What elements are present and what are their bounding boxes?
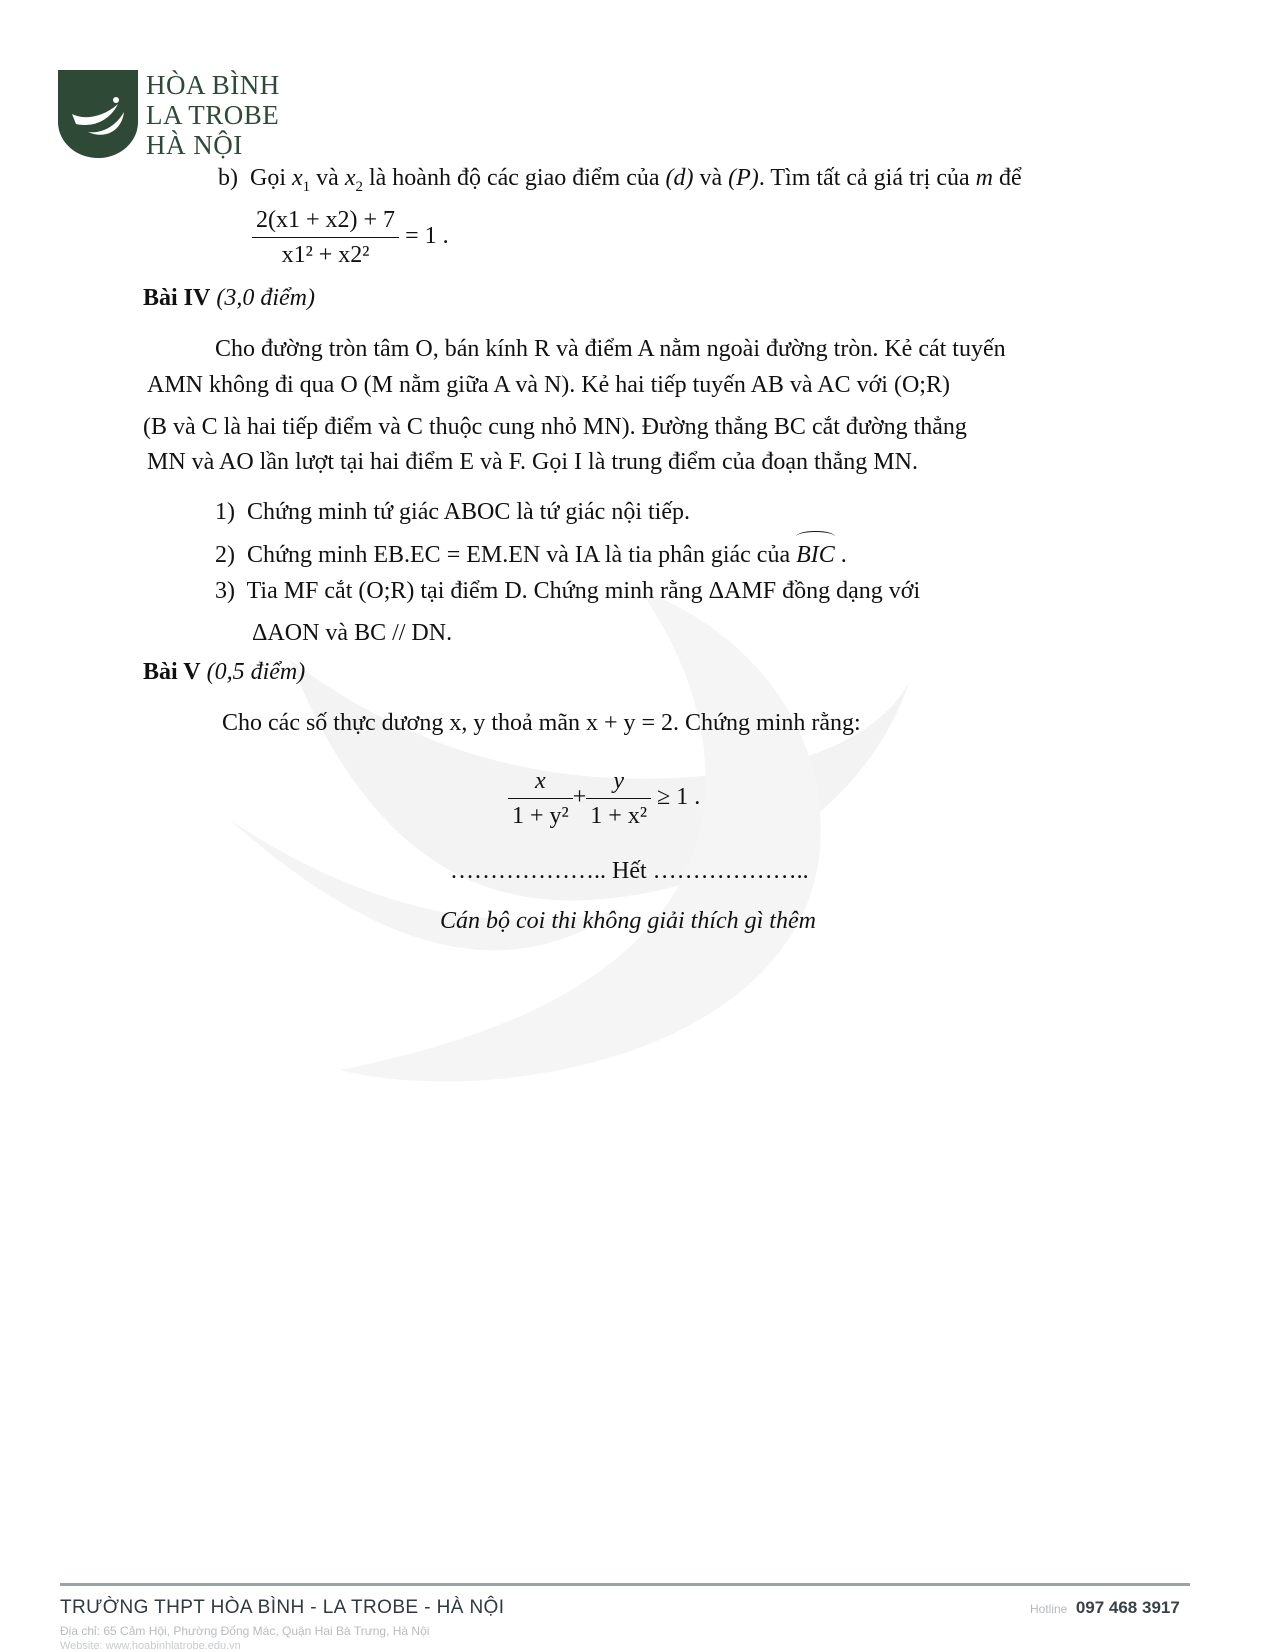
bai5-intro: Cho các số thực dương x, y thoả mãn x + y = 2. Chứng minh rằng:: [222, 710, 861, 736]
fraction-denominator: 1 + x²: [590, 803, 648, 829]
question-3: [215, 573, 920, 609]
question-text: Chứng minh EB.EC = EM.EN và IA là tia phân giác của: [247, 542, 791, 568]
fraction-numerator: y: [586, 764, 651, 799]
fraction-denominator: x1² + x2²: [281, 242, 370, 268]
item-label: 2): [215, 542, 235, 568]
question-1: [215, 494, 690, 530]
item-label: 3): [215, 578, 235, 604]
question-text: Chứng minh tứ giác ABOC là tứ giác nội tiếp.: [247, 499, 690, 525]
logo-wordmark: [146, 70, 280, 160]
school-logo: [58, 70, 298, 162]
item-label: 1): [215, 499, 235, 525]
question-2: [215, 537, 847, 573]
paragraph-line: AMN không đi qua O (M nằm giữa A và N). Kẻ hai tiếp tuyến AB và AC với (O;R): [147, 372, 950, 398]
text: . Tìm tất cả giá trị của: [758, 165, 970, 191]
footer-address: Địa chỉ: 65 Cảm Hội, Phường Đống Mác, Quận Hai Bà Trưng, Hà Nội: [60, 1624, 430, 1638]
text: Gọi: [250, 165, 286, 191]
text: và: [316, 165, 339, 191]
logo-line: LA TROBE: [146, 100, 280, 130]
section-title: Bài V: [143, 659, 201, 685]
end-marker: ……………….. Hết ………………..: [450, 858, 809, 884]
item-label: b): [218, 165, 238, 191]
equation-rhs: = 1 .: [405, 223, 449, 250]
hotline-label: Hotline: [1030, 1602, 1068, 1616]
text: để: [998, 165, 1022, 191]
section-points: (3,0 điểm): [216, 285, 315, 311]
fraction: [586, 764, 651, 833]
proctor-note: Cán bộ coi thi không giải thích gì thêm: [440, 908, 816, 934]
footer-school-name: TRƯỜNG THPT HÒA BÌNH - LA TROBE - HÀ NỘI: [60, 1597, 505, 1618]
section-title: Bài IV: [143, 285, 211, 311]
logo-line: HÀ NỘI: [146, 130, 243, 160]
paragraph-line: MN và AO lần lượt tại hai điểm E và F. Gọi I là trung điểm của đoạn thẳng MN.: [147, 449, 918, 475]
bai5-inequality: [508, 764, 700, 833]
inequality-rhs: ≥ 1 .: [657, 784, 701, 811]
footer-hotline: [1030, 1598, 1180, 1618]
bird-logo-icon: [58, 70, 138, 158]
footer-divider: [60, 1583, 1190, 1586]
bai5-heading: [143, 654, 305, 690]
math: (d): [665, 165, 694, 191]
footer-website: Website: www.hoabinhlatrobe.edu.vn: [60, 1640, 241, 1652]
logo-line: HÒA BÌNH: [146, 70, 280, 100]
text: .: [840, 542, 847, 568]
paragraph-line: Cho đường tròn tâm O, bán kính R và điểm A nằm ngoài đường tròn. Kẻ cát tuyến: [215, 336, 1006, 362]
bai4-heading: [143, 280, 315, 316]
question-3-cont: ΔAON và BC // DN.: [252, 620, 453, 646]
fraction-numerator: 2(x1 + x2) + 7: [252, 203, 399, 238]
fraction: [252, 203, 399, 272]
fraction-denominator: 1 + y²: [512, 803, 569, 829]
fraction: [508, 764, 573, 833]
text: là hoành độ các giao điểm của: [368, 165, 660, 191]
bai3b-equation: [252, 203, 449, 272]
math: (P): [728, 165, 759, 191]
math: m: [975, 165, 993, 191]
watermark-bird-icon: [230, 570, 930, 1130]
operator: +: [572, 784, 587, 811]
fraction-numerator: x: [508, 764, 573, 799]
paragraph-line: (B và C là hai tiếp điểm và C thuộc cung nhỏ MN). Đường thẳng BC cắt đường thẳng: [143, 414, 967, 440]
section-points: (0,5 điểm): [206, 659, 306, 685]
question-text: Tia MF cắt (O;R) tại điểm D. Chứng minh rằng ΔAMF đồng dạng với: [246, 578, 921, 604]
hotline-number: 097 468 3917: [1075, 1598, 1180, 1617]
arc-notation: BIC: [796, 537, 835, 573]
bai3b-line: b) Gọi $x_1$ và $x_2$ là hoành độ các giao điểm của (d) và (P). Tìm tất cả giá trị của m để: [218, 165, 1022, 195]
text: và: [699, 165, 723, 191]
